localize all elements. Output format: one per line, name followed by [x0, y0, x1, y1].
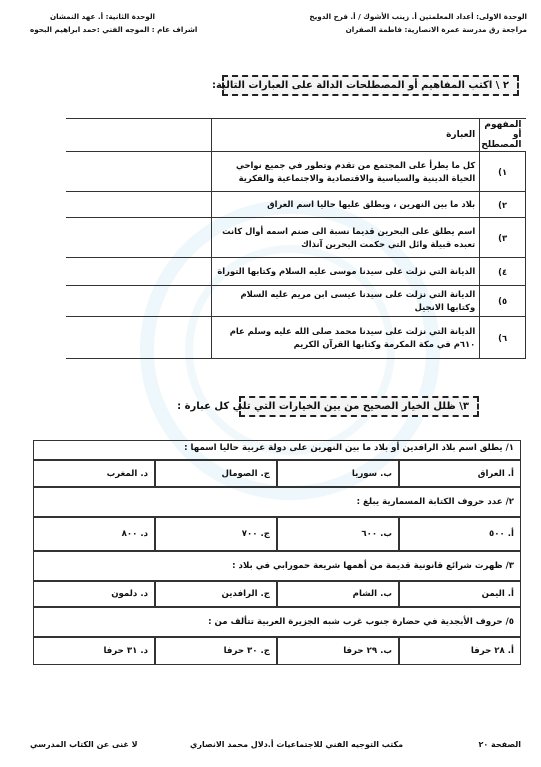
option-b[interactable]: ب. سوريا — [277, 460, 399, 487]
row-statement: كل ما يطرأ على المجتمع من تقدم وتطور في جميع نواحي الحياة الدينية والسياسية والاقتصادية والاجتماعية والفكرية — [211, 152, 479, 192]
table-row — [66, 152, 526, 192]
table-row — [66, 286, 526, 317]
answer-cell[interactable] — [66, 218, 211, 258]
header-concept: المفهوم أو المصطلح — [480, 119, 526, 152]
row-number: ٢) — [480, 192, 526, 218]
option-c[interactable]: ج. الرافدين — [155, 581, 277, 607]
option-d[interactable]: د. المغرب — [33, 460, 155, 487]
table-row — [66, 218, 526, 258]
footer-note: لا غنى عن الكتاب المدرسي — [30, 740, 138, 749]
section1-title: ٢ \ اكتب المفاهيم أو المصطلحات الدالة على العبارات التالية: — [222, 75, 519, 96]
option-c[interactable]: ج. ٧٠٠ — [155, 517, 277, 551]
footer-office: مكتب التوجيه الفني للاجتماعيات أ.دلال محمد الانصاري — [190, 740, 404, 749]
answer-cell[interactable] — [66, 286, 211, 317]
row-statement: الديانة التي نزلت على سيدنا عيسى ابن مريم عليه السلام وكتابها الانجيل — [211, 286, 479, 317]
row-statement: اسم يطلق على البحرين قديما نسبة الى صنم اسمه أوال كانت تعبده قبيلة وائل التي حكمت البحرين آنذاك — [211, 218, 479, 258]
table-row — [66, 317, 526, 359]
supervision-label: اشراف عام : الموجه الفني :حمد ابراهيم البحوه — [30, 25, 198, 34]
header-statement: العبارة — [211, 119, 479, 152]
row-statement: بلاد ما بين النهرين ، ويطلق عليها حاليا اسم العراق — [211, 192, 479, 218]
table-row — [66, 192, 526, 218]
question-3: ٣/ ظهرت شرائع قانونية قديمة من أهمها شريعة حمورابي في بلاد : — [33, 551, 521, 581]
row-number: ٣) — [480, 218, 526, 258]
option-b[interactable]: ب. الشام — [277, 581, 399, 607]
section2-title: ٣\ ظلل الخيار الصحيح من بين الخيارات التي تلي كل عبارة : — [239, 396, 479, 417]
row-statement: الديانة التي نزلت على سيدنا محمد صلى الله عليه وسلم عام ٦١٠م في مكة المكرمة وكتابها القرآن الكريم — [211, 317, 479, 359]
row-number: ٤) — [480, 258, 526, 286]
header-answer — [66, 119, 211, 152]
option-c[interactable]: ج. الصومال — [155, 460, 277, 487]
concepts-table — [66, 118, 526, 359]
question-1: ١/ يطلق اسم بلاد الرافدين أو بلاد ما بين النهرين على دولة عربية حاليا اسمها : — [33, 440, 521, 460]
option-d[interactable]: د. ٣١ حرفا — [33, 637, 155, 665]
unit1-label: الوحدة الاولى: أعداد المعلمتين أ. زينب الأشوك / أ. فرح الدويخ — [309, 12, 527, 21]
question-4: ٥/ حروف الأبجدية في حضارة جنوب غرب شبه الجزيرة العربية تتألف من : — [33, 607, 521, 637]
option-d[interactable]: د. ٨٠٠ — [33, 517, 155, 551]
option-b[interactable]: ب. ٢٩ حرفا — [277, 637, 399, 665]
option-a[interactable]: أ. اليمن — [399, 581, 521, 607]
row-statement: الديانة التي نزلت على سيدنا موسى عليه السلام وكتابها التوراة — [211, 258, 479, 286]
answer-cell[interactable] — [66, 192, 211, 218]
row-number: ١) — [480, 152, 526, 192]
answer-cell[interactable] — [66, 317, 211, 359]
row-number: ٦) — [480, 317, 526, 359]
page-number: الصفحة ٢٠ — [478, 740, 521, 749]
table-header-row — [66, 119, 526, 152]
table-row — [66, 258, 526, 286]
answer-cell[interactable] — [66, 258, 211, 286]
reviewer-label: مراجعة رق مدرسة عمرة الانصارية: فاطمة الصفران — [345, 25, 527, 34]
option-a[interactable]: أ. ٢٨ حرفا — [399, 637, 521, 665]
row-number: ٥) — [480, 286, 526, 317]
answer-cell[interactable] — [66, 152, 211, 192]
option-a[interactable]: أ. ٥٠٠ — [399, 517, 521, 551]
option-d[interactable]: د. دلمون — [33, 581, 155, 607]
question-2: ٢/ عدد حروف الكتابة المسمارية يبلغ : — [33, 487, 521, 517]
option-c[interactable]: ج. ٣٠ حرفا — [155, 637, 277, 665]
option-a[interactable]: أ. العراق — [399, 460, 521, 487]
option-b[interactable]: ب. ٦٠٠ — [277, 517, 399, 551]
unit2-label: الوحدة الثانية: أ. عهد النمشان — [50, 12, 155, 21]
